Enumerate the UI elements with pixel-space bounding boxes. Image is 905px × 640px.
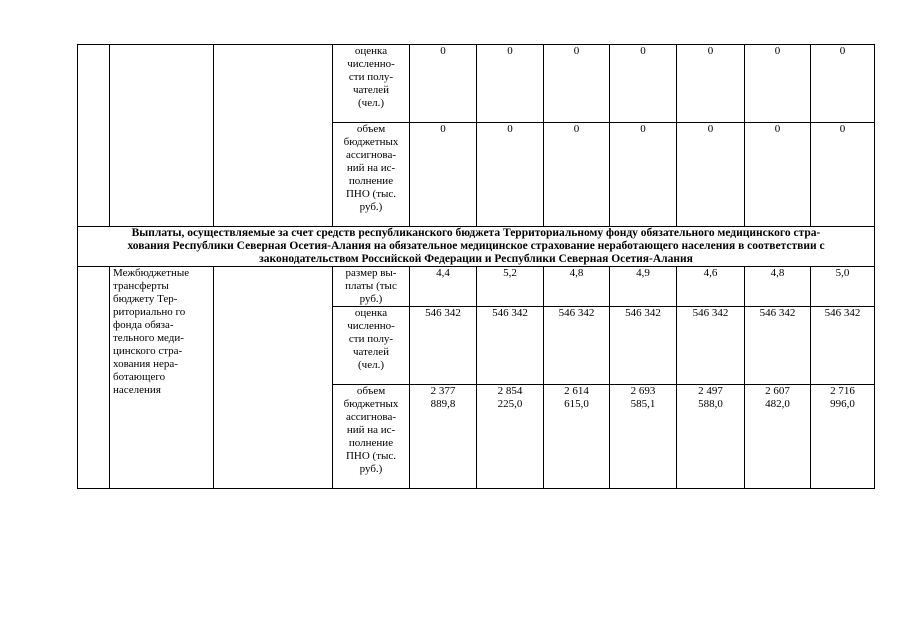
- section-header-cell: Выплаты, осуществляемые за счет средств республиканского бюджета Территориальному фонду обязательного медицинского стра- хования Республики Северная Осетия-Алания на обязательное медицинское страхование неработающего населения в соответствии с законодательством Российской Федерации и Республики Северная Осетия-Алания: [78, 227, 875, 267]
- value-cell: 0: [677, 123, 745, 227]
- value-cell: 2 716 996,0: [811, 385, 875, 489]
- indicator-cell: оценка численно- сти полу- чателей (чел.): [333, 45, 410, 123]
- value-cell: 0: [410, 123, 477, 227]
- item-name-cell: [110, 45, 214, 227]
- value-cell: 546 342: [811, 307, 875, 385]
- value-cell: 0: [677, 45, 745, 123]
- table-row: [78, 45, 875, 123]
- value-cell: 4,6: [677, 267, 745, 307]
- value-cell: 2 854 225,0: [477, 385, 544, 489]
- value-cell: 2 693 585,1: [610, 385, 677, 489]
- item-name-cell: Межбюджетные трансферты бюджету Тер- риториально го фонда обяза- тельного меди- цинского стра- хования нера- ботающего населения: [110, 267, 214, 489]
- value-cell: 546 342: [477, 307, 544, 385]
- indicator-cell: размер вы- платы (тыс руб.): [333, 267, 410, 307]
- value-cell: 5,2: [477, 267, 544, 307]
- value-cell: 546 342: [410, 307, 477, 385]
- value-cell: 2 377 889,8: [410, 385, 477, 489]
- value-cell: 0: [544, 123, 610, 227]
- value-cell: 2 497 588,0: [677, 385, 745, 489]
- value-cell: 0: [544, 45, 610, 123]
- value-cell: 546 342: [745, 307, 811, 385]
- section-header-row: [78, 227, 875, 267]
- value-cell: 546 342: [544, 307, 610, 385]
- value-cell: 0: [811, 45, 875, 123]
- value-cell: 5,0: [811, 267, 875, 307]
- value-cell: 0: [811, 123, 875, 227]
- value-cell: 4,4: [410, 267, 477, 307]
- budget-program-table: [77, 44, 875, 489]
- value-cell: 4,9: [610, 267, 677, 307]
- value-cell: 0: [477, 45, 544, 123]
- value-cell: 2 607 482,0: [745, 385, 811, 489]
- value-cell: 2 614 615,0: [544, 385, 610, 489]
- value-cell: 546 342: [677, 307, 745, 385]
- indicator-cell: объем бюджетных ассигнова- ний на ис- полнение ПНО (тыс. руб.): [333, 123, 410, 227]
- value-cell: 4,8: [745, 267, 811, 307]
- responsible-cell: [214, 45, 333, 227]
- value-cell: 0: [745, 45, 811, 123]
- table-row: [78, 267, 875, 307]
- value-cell: 546 342: [610, 307, 677, 385]
- responsible-cell: [214, 267, 333, 489]
- value-cell: 4,8: [544, 267, 610, 307]
- value-cell: 0: [610, 123, 677, 227]
- value-cell: 0: [610, 45, 677, 123]
- number-cell: [78, 267, 110, 489]
- value-cell: 0: [410, 45, 477, 123]
- value-cell: 0: [477, 123, 544, 227]
- indicator-cell: объем бюджетных ассигнова- ний на ис- полнение ПНО (тыс. руб.): [333, 385, 410, 489]
- indicator-cell: оценка численно- сти полу- чателей (чел.): [333, 307, 410, 385]
- value-cell: 0: [745, 123, 811, 227]
- number-cell: [78, 45, 110, 227]
